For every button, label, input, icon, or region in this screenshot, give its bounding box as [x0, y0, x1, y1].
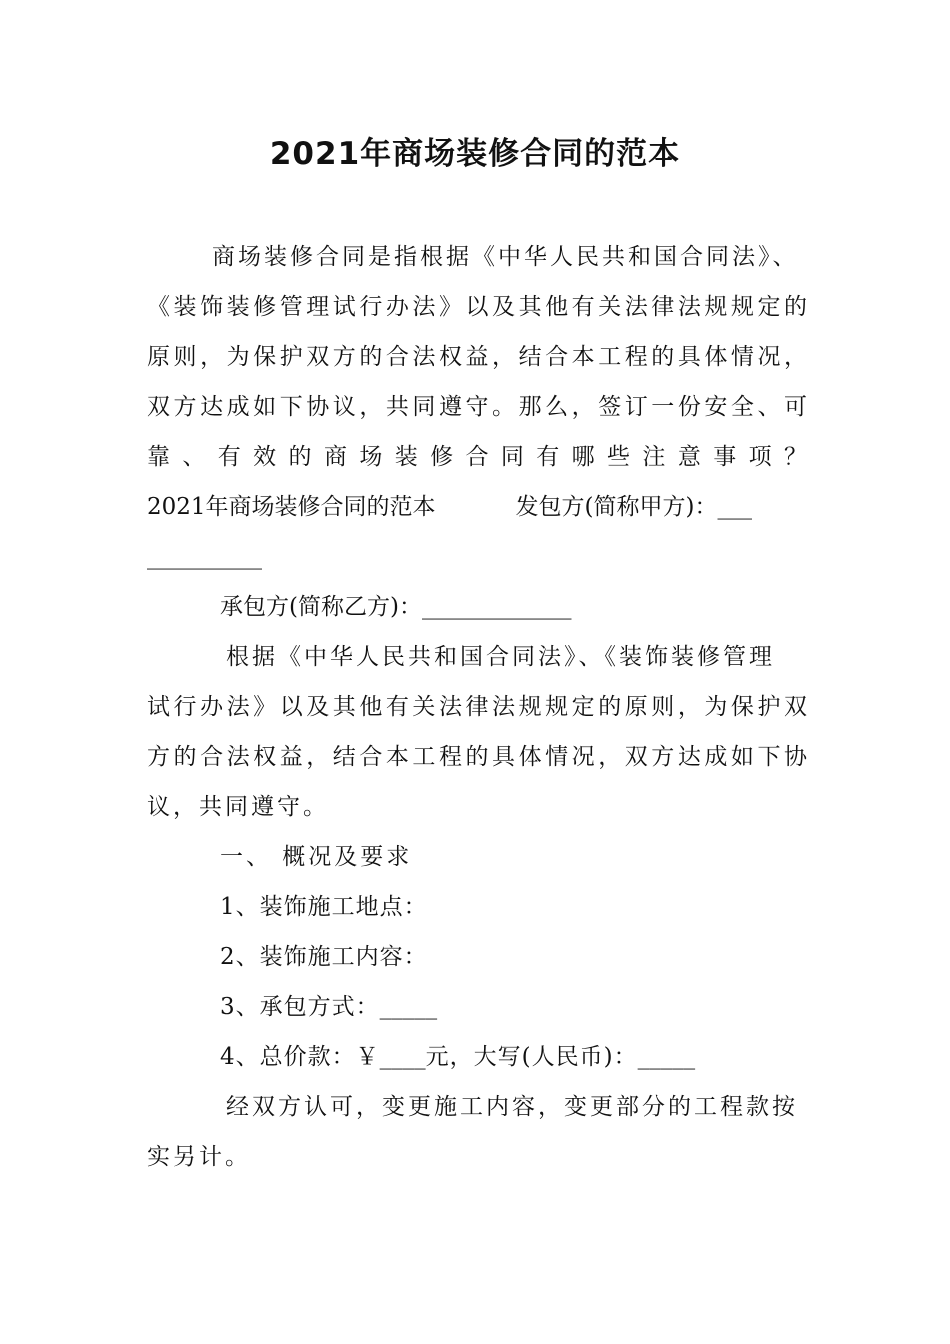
change-note-line-2: 实另计。 — [147, 1144, 251, 1170]
item-3-contract-mode — [220, 982, 807, 1032]
basis-line-1: 根据《中华人民共和国合同法》、《装饰装修管理 — [226, 644, 775, 670]
doc-title-reference: 2021年商场装修合同的范本 — [147, 494, 436, 520]
intro-line-4: 双方达成如下协议，共同遵守。那么，签订一份安全、可 — [147, 394, 807, 420]
party-a-blank: ___ — [717, 494, 752, 520]
item-4-label: 4、总价款：￥ — [220, 1044, 380, 1070]
intro-line-3: 原则，为保护双方的合法权益，结合本工程的具体情况， — [147, 344, 807, 370]
intro-line-1: 商场装修合同是指根据《中华人民共和国合同法》、 — [212, 244, 799, 270]
intro-line-5: 靠 、 有 效 的 商 场 装 修 合 同 有 哪 些 注 意 事 项 ？ — [147, 444, 807, 470]
section-1-heading: 一、 概况及要求 — [220, 844, 413, 870]
party-a-blank-continued: __________ — [147, 544, 262, 570]
basis-line-2: 试行办法》以及其他有关法律法规规定的原则，为保护双 — [147, 694, 807, 720]
item-2-content: 2、装饰施工内容： — [220, 944, 428, 970]
item-3-blank: _____ — [379, 994, 438, 1020]
party-b-blank: _____________ — [421, 594, 572, 620]
item-4-capital-blank: _____ — [637, 1044, 696, 1070]
item-1-location: 1、装饰施工地点： — [220, 894, 428, 920]
change-note-line-1: 经双方认可，变更施工内容，变更部分的工程款按 — [226, 1094, 798, 1120]
intro-line-6 — [147, 482, 807, 532]
basis-line-3: 方的合法权益，结合本工程的具体情况，双方达成如下协 — [147, 744, 807, 770]
item-4-total-price — [220, 1032, 807, 1082]
document-title: 2021年商场装修合同的范本 — [269, 136, 681, 172]
item-3-label: 3、承包方式： — [220, 994, 380, 1020]
party-b-label: 承包方(简称乙方)： — [220, 594, 422, 620]
intro-line-2: 《装饰装修管理试行办法》以及其他有关法律法规规定的 — [147, 294, 807, 320]
basis-line-4: 议，共同遵守。 — [147, 794, 329, 820]
party-b-line — [220, 582, 807, 632]
item-4-amount-blank: ____ — [379, 1044, 426, 1070]
party-a-label: 发包方(简称甲方)： — [515, 494, 718, 520]
item-4-capital-label: 元，大写(人民币)： — [425, 1044, 638, 1070]
